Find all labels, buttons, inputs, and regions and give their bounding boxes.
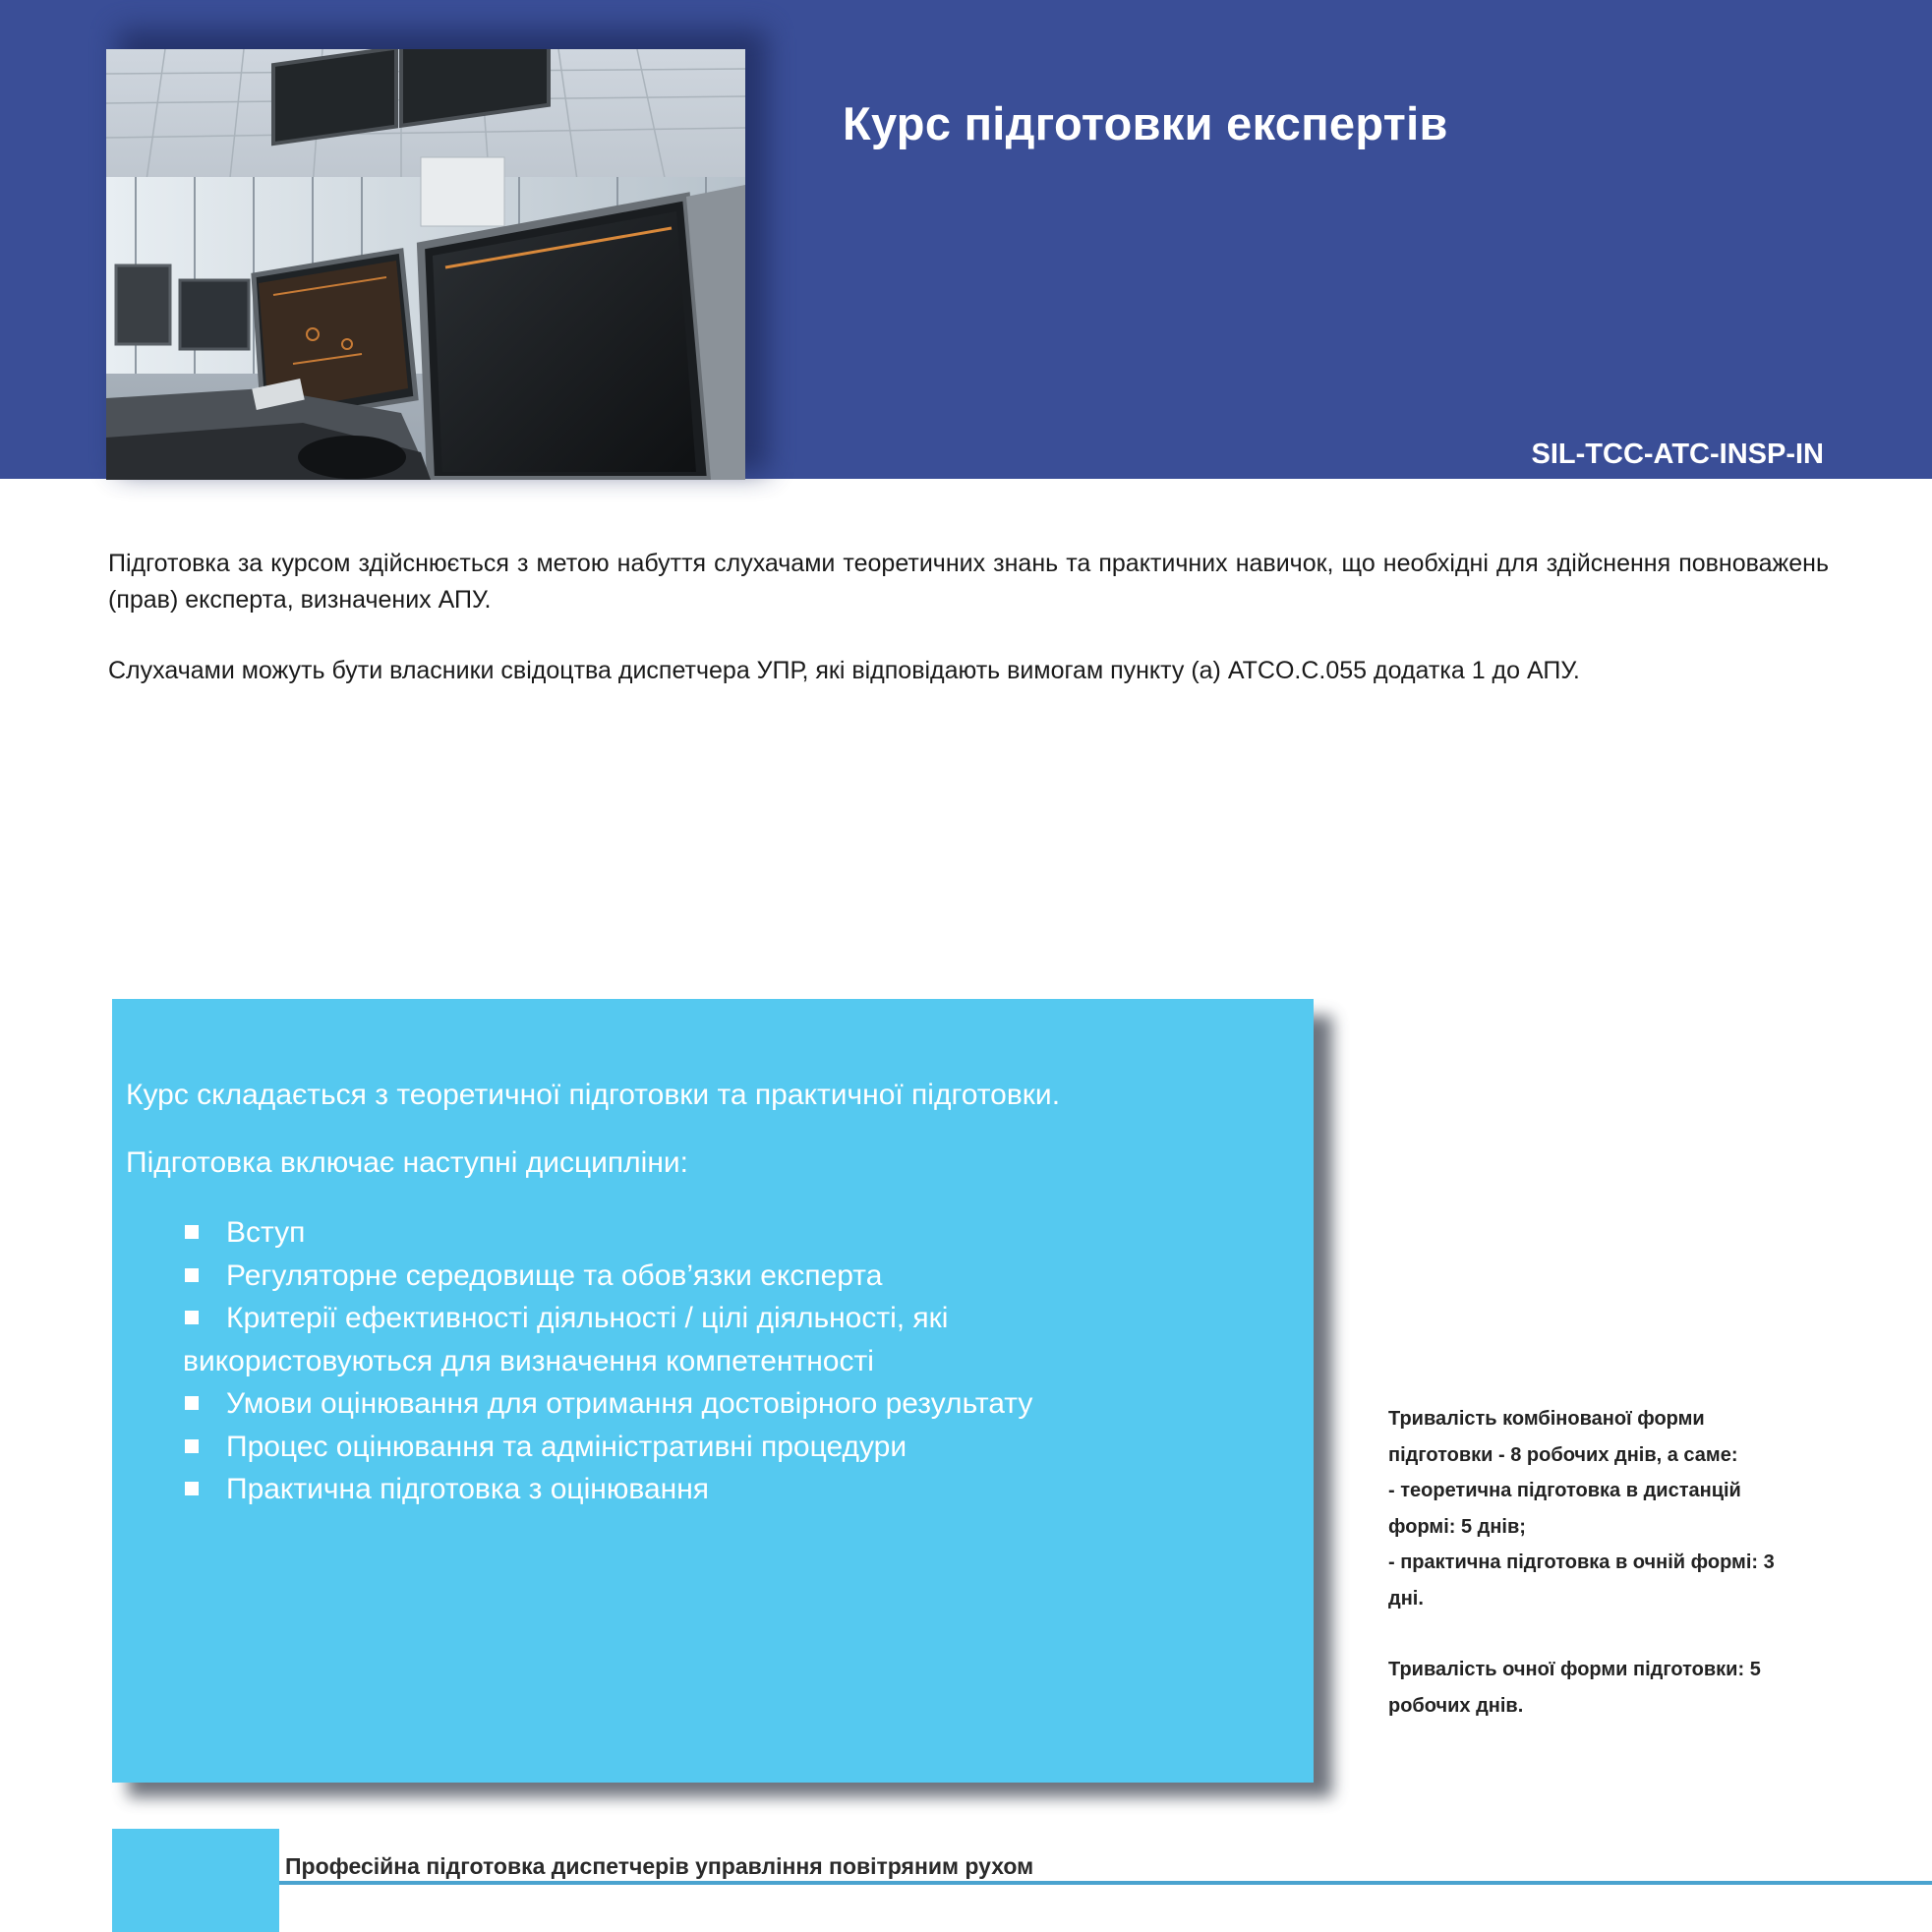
course-content-box: [112, 999, 1314, 1783]
square-bullet-icon: [185, 1225, 199, 1239]
list-item: Практична підготовка з оцінювання: [183, 1468, 1298, 1511]
list-item: Критерії ефективності діяльності / цілі діяльності, які використовуються для визначення компетентності: [183, 1302, 949, 1377]
list-item: Процес оцінювання та адміністративні процедури: [183, 1426, 1298, 1469]
document-title: Курс підготовки експертів: [843, 97, 1448, 149]
square-bullet-icon: [185, 1268, 199, 1282]
square-bullet-icon: [185, 1439, 199, 1453]
control-room-photo: [106, 49, 745, 480]
footer-text: Професійна підготовка диспетчерів управління повітряним рухом: [285, 1853, 1034, 1879]
disciplines-list: [126, 1211, 1298, 1511]
square-bullet-icon: [185, 1396, 199, 1410]
intro-section: [108, 546, 1829, 689]
list-item: Регуляторне середовище та обов’язки експерта: [183, 1255, 1298, 1298]
duration-combined: Тривалість комбінованої форми підготовки - 8 робочих днів, а саме: - теоретична підготовка в дистанцій формі: 5 днів; - практична підготовка в очній формі: 3 дні.: [1388, 1408, 1775, 1610]
course-code: SIL-TCC-ATC-INSP-IN: [1531, 439, 1824, 470]
list-item: Вступ: [183, 1211, 1298, 1255]
square-bullet-icon: [185, 1482, 199, 1495]
course-structure-text: Курс складається з теоретичної підготовки та практичної підготовки.: [126, 1079, 1061, 1111]
duration-full-time: Тривалість очної форми підготовки: 5 робочих днів.: [1388, 1659, 1761, 1717]
footer-divider: [279, 1881, 1932, 1885]
duration-info: [1388, 1401, 1801, 1724]
square-bullet-icon: [185, 1311, 199, 1324]
list-item: Умови оцінювання для отримання достовірного результату: [183, 1382, 1298, 1426]
intro-paragraph-purpose: Підготовка за курсом здійснюється з метою набуття слухачами теоретичних знань та практичних навичок, що необхідні для здійснення повноважень (прав) експерта, визначених АПУ.: [108, 550, 1829, 614]
intro-paragraph-eligibility: Слухачами можуть бути власники свідоцтва диспетчера УПР, які відповідають вимогам пункту (а) ATCO.C.055 додатка 1 до АПУ.: [108, 657, 1580, 684]
control-room-illustration: [106, 49, 745, 480]
footer-accent-block: [112, 1829, 279, 1932]
disciplines-heading: Підготовка включає наступні дисципліни:: [126, 1146, 688, 1179]
